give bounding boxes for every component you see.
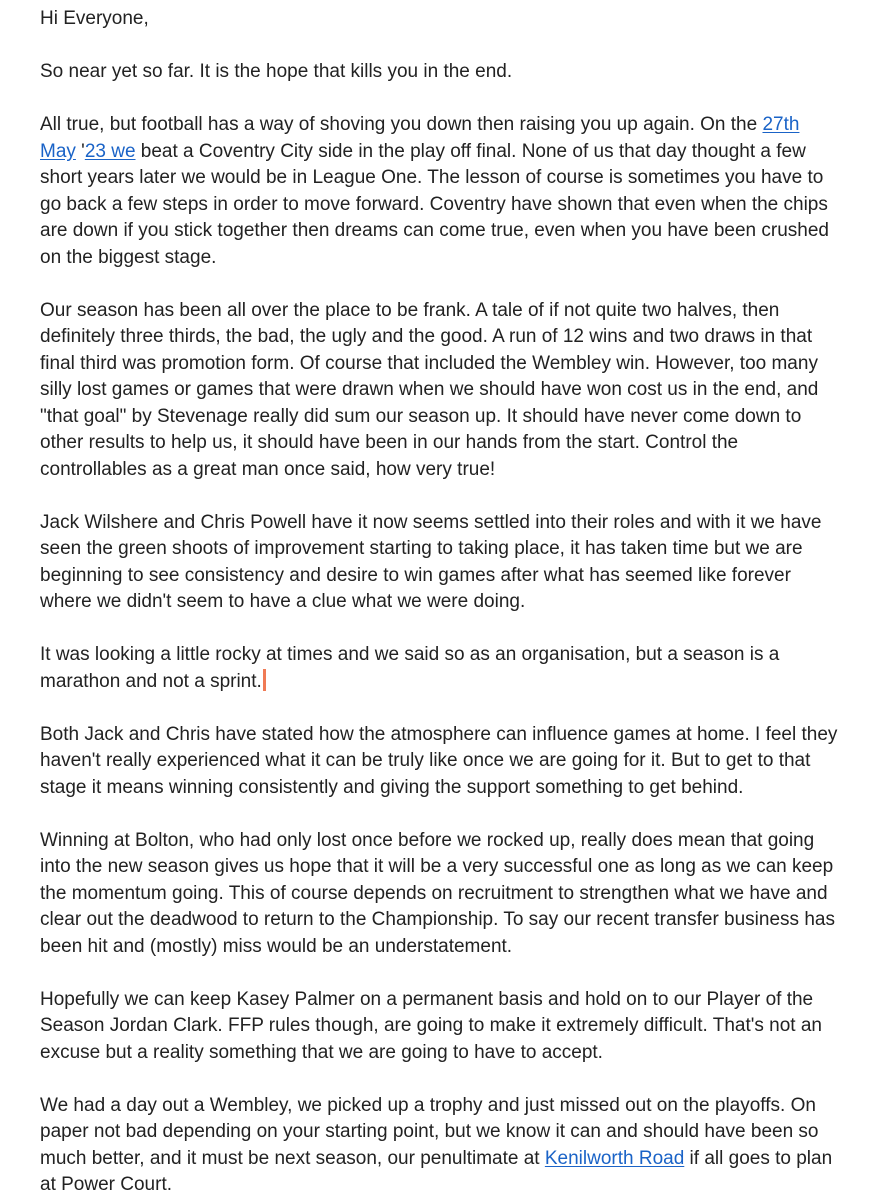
document-body[interactable] xyxy=(40,6,840,1199)
paragraph-9-text-a: We had a day out a Wembley, we picked up a trophy and just missed out on the playoffs. On paper not bad depending on your starting point, but we know it can and should have been so much better, and it must be next season, our penultimate at xyxy=(40,1094,819,1169)
paragraph-1: So near yet so far. It is the hope that kills you in the end. xyxy=(40,61,513,82)
paragraph-6: Both Jack and Chris have stated how the atmosphere can influence games at home. I feel they haven't really experienced what it can be truly like once we are going for it. But to get to that stage it means winning consistently and giving the support something to get behind. xyxy=(40,723,838,798)
paragraph-7: Winning at Bolton, who had only lost once before we rocked up, really does mean that going into the new season gives us hope that it will be a very successful one as long as we can keep the momentum going. This of course depends on recruitment to strengthen what we have and clear out the deadwood to return to the Championship. To say our recent transfer business has been hit and (mostly) miss would be an understatement. xyxy=(40,829,835,957)
date-link-23-we[interactable]: 23 we xyxy=(84,140,136,162)
place-link-kenilworth-road[interactable]: Kenilworth Road xyxy=(544,1147,685,1169)
paragraph-2 xyxy=(40,112,840,271)
paragraph-3: Our season has been all over the place to be frank. A tale of if not quite two halves, then definitely three thirds, the bad, the ugly and the good. A run of 12 wins and two draws in that final third was promotion form. Of course that included the Wembley win. However, too many silly lost games or games that were drawn when we should have won cost us in the end, and "that goal" by Stevenage really did sum our season up. It should have never come down to other results to help us, it should have been in our hands from the start. Control the controllables as a great man once said, how very true! xyxy=(40,299,819,480)
paragraph-8: Hopefully we can keep Kasey Palmer on a permanent basis and hold on to our Player of the Season Jordan Clark. FFP rules though, are going to make it extremely difficult. That's not an excuse but a reality something that we are going to have to accept. xyxy=(40,988,822,1063)
greeting: Hi Everyone, xyxy=(40,8,149,29)
paragraph-2-text-c: beat a Coventry City side in the play off final. None of us that day thought a few short years later we would be in League One. The lesson of course is sometimes you have to go back a few steps in order to move forward. Coventry have shown that even when the chips are down if you stick together then dreams can come true, even when you have been crushed on the biggest stage. xyxy=(40,140,829,268)
text-cursor xyxy=(263,669,266,691)
paragraph-5 xyxy=(40,642,840,695)
paragraph-2-text-a: All true, but football has a way of shoving you down then raising you up again. On the xyxy=(40,114,763,135)
paragraph-4: Jack Wilshere and Chris Powell have it now seems settled into their roles and with it we have seen the green shoots of improvement starting to taking place, it has taken time but we are beginning to see consistency and desire to win games after what has seemed like forever where we didn't seem to have a clue what we were doing. xyxy=(40,511,822,612)
paragraph-9-text-b: if all goes to plan at Power Court. xyxy=(40,1147,833,1195)
paragraph-5-text: It was looking a little rocky at times and we said so as an organisation, but a season is a marathon and not a sprint. xyxy=(40,644,780,692)
paragraph-2-text-b: ' xyxy=(75,140,85,162)
paragraph-9 xyxy=(40,1093,840,1199)
date-link-27th-may[interactable]: 27th May xyxy=(40,114,800,162)
